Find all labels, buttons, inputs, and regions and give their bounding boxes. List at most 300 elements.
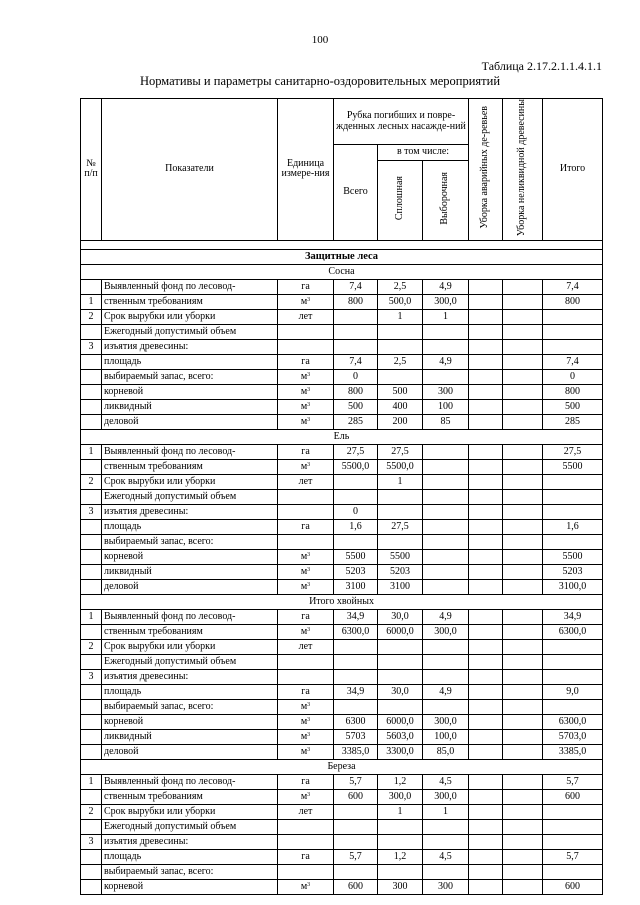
row-num: 3 (81, 834, 102, 849)
value-total (543, 699, 603, 714)
row-num: 2 (81, 804, 102, 819)
value-emergency (469, 474, 503, 489)
row-num (81, 699, 102, 714)
value-selective (423, 534, 469, 549)
row-num (81, 354, 102, 369)
value-all: 34,9 (334, 684, 378, 699)
value-all: 1,6 (334, 519, 378, 534)
unit-superscript: 3 (307, 581, 311, 588)
table-row (81, 564, 603, 579)
value-total: 27,5 (543, 444, 603, 459)
row-num: 1 (81, 774, 102, 789)
row-label: Срок вырубки или уборки (102, 309, 278, 324)
value-total: 285 (543, 414, 603, 429)
value-clear: 27,5 (378, 444, 423, 459)
row-label: площадь (102, 354, 278, 369)
value-selective (423, 669, 469, 684)
header-num: № п/п (81, 99, 102, 241)
row-num (81, 789, 102, 804)
value-illiquid (503, 279, 543, 294)
value-illiquid (503, 444, 543, 459)
row-label: выбираемый запас, всего: (102, 534, 278, 549)
value-emergency (469, 519, 503, 534)
value-emergency (469, 279, 503, 294)
value-total: 0 (543, 369, 603, 384)
row-num (81, 729, 102, 744)
value-illiquid (503, 669, 543, 684)
value-total: 6300,0 (543, 714, 603, 729)
value-clear: 400 (378, 399, 423, 414)
unit-superscript: 3 (307, 881, 311, 888)
value-selective: 300 (423, 879, 469, 894)
value-emergency (469, 399, 503, 414)
row-num: 1 (81, 294, 102, 309)
value-emergency (469, 699, 503, 714)
value-illiquid (503, 714, 543, 729)
value-selective: 1 (423, 804, 469, 819)
table-row (81, 309, 603, 324)
table-row (81, 384, 603, 399)
value-clear (378, 639, 423, 654)
row-label: Срок вырубки или уборки (102, 804, 278, 819)
unit-superscript: 3 (307, 551, 311, 558)
value-selective (423, 474, 469, 489)
value-selective (423, 834, 469, 849)
value-selective (423, 579, 469, 594)
value-clear (378, 534, 423, 549)
unit-superscript: 3 (307, 746, 311, 753)
value-emergency (469, 609, 503, 624)
group-header-row (81, 429, 603, 444)
value-emergency (469, 564, 503, 579)
value-emergency (469, 504, 503, 519)
header-including: в том числе: (378, 145, 469, 161)
row-num: 2 (81, 309, 102, 324)
row-label: Выявленный фонд по лесовод- (102, 609, 278, 624)
value-emergency (469, 684, 503, 699)
row-num (81, 654, 102, 669)
value-emergency (469, 834, 503, 849)
value-selective: 100 (423, 399, 469, 414)
unit-superscript: 3 (307, 701, 311, 708)
value-total: 7,4 (543, 279, 603, 294)
table-title: Нормативы и параметры санитарно-оздоровительных мероприятий (139, 74, 501, 88)
value-selective (423, 324, 469, 339)
value-all: 5,7 (334, 774, 378, 789)
row-label: ликвидный (102, 564, 278, 579)
value-all: 0 (334, 369, 378, 384)
value-illiquid (503, 804, 543, 819)
value-clear (378, 324, 423, 339)
value-selective: 300,0 (423, 294, 469, 309)
value-selective (423, 444, 469, 459)
value-total (543, 339, 603, 354)
value-clear: 500,0 (378, 294, 423, 309)
table-row (81, 729, 603, 744)
value-selective: 4,9 (423, 684, 469, 699)
value-illiquid (503, 549, 543, 564)
table-row (81, 369, 603, 384)
row-label: ликвидный (102, 729, 278, 744)
value-selective (423, 639, 469, 654)
value-emergency (469, 654, 503, 669)
header-selective: Выборочная (439, 172, 451, 225)
header-emergency: Уборка аварийных де-ревьев (479, 106, 491, 229)
value-total (543, 504, 603, 519)
value-all (334, 489, 378, 504)
value-total: 5,7 (543, 774, 603, 789)
row-label: корневой (102, 384, 278, 399)
unit-superscript: 3 (307, 371, 311, 378)
value-emergency (469, 804, 503, 819)
value-illiquid (503, 849, 543, 864)
value-total (543, 324, 603, 339)
value-all: 285 (334, 414, 378, 429)
value-selective: 300,0 (423, 624, 469, 639)
row-label: Выявленный фонд по лесовод- (102, 774, 278, 789)
header-unit: Единица измере-ния (278, 99, 334, 241)
value-all (334, 669, 378, 684)
value-total: 5,7 (543, 849, 603, 864)
value-illiquid (503, 609, 543, 624)
row-unit (278, 654, 334, 669)
value-all (334, 339, 378, 354)
value-all: 6300 (334, 714, 378, 729)
row-unit (278, 504, 334, 519)
value-clear (378, 489, 423, 504)
row-label: Ежегодный допустимый объем (102, 819, 278, 834)
row-num (81, 579, 102, 594)
row-label: Ежегодный допустимый объем (102, 654, 278, 669)
value-selective: 4,5 (423, 849, 469, 864)
value-total: 1,6 (543, 519, 603, 534)
value-all (334, 864, 378, 879)
value-clear (378, 654, 423, 669)
row-unit: га (278, 684, 334, 699)
value-clear: 5603,0 (378, 729, 423, 744)
row-label: Ежегодный допустимый объем (102, 324, 278, 339)
value-emergency (469, 459, 503, 474)
row-num (81, 324, 102, 339)
value-selective: 4,9 (423, 609, 469, 624)
row-num (81, 819, 102, 834)
value-illiquid (503, 624, 543, 639)
row-unit: га (278, 279, 334, 294)
header-total: Итого (543, 99, 603, 241)
table-row (81, 804, 603, 819)
row-unit (278, 669, 334, 684)
value-illiquid (503, 354, 543, 369)
value-all: 7,4 (334, 354, 378, 369)
value-clear: 1 (378, 474, 423, 489)
table-row (81, 699, 603, 714)
spacer-cell (81, 240, 603, 249)
value-total: 5703,0 (543, 729, 603, 744)
row-unit: $м^3$ (278, 714, 334, 729)
value-clear: 5203 (378, 564, 423, 579)
group-header-row (81, 264, 603, 279)
value-all: 5,7 (334, 849, 378, 864)
value-illiquid (503, 654, 543, 669)
row-unit (278, 489, 334, 504)
value-selective: 100,0 (423, 729, 469, 744)
row-label: Срок вырубки или уборки (102, 474, 278, 489)
value-all: 3385,0 (334, 744, 378, 759)
table-row (81, 879, 603, 894)
row-unit: $м^3$ (278, 294, 334, 309)
value-all (334, 699, 378, 714)
value-total: 600 (543, 789, 603, 804)
unit-superscript: 3 (307, 461, 311, 468)
value-clear: 5500,0 (378, 459, 423, 474)
value-total: 3100,0 (543, 579, 603, 594)
value-emergency (469, 309, 503, 324)
value-selective: 300,0 (423, 789, 469, 804)
table-row (81, 294, 603, 309)
header-emergency-cell (469, 99, 503, 241)
row-num (81, 624, 102, 639)
table-row (81, 459, 603, 474)
spacer-row (81, 240, 603, 249)
row-num (81, 684, 102, 699)
row-label: ственным требованиям (102, 789, 278, 804)
value-emergency (469, 774, 503, 789)
value-all (334, 654, 378, 669)
row-label: выбираемый запас, всего: (102, 369, 278, 384)
value-emergency (469, 549, 503, 564)
value-total (543, 819, 603, 834)
table-row (81, 849, 603, 864)
value-total: 5500 (543, 549, 603, 564)
value-total: 5500 (543, 459, 603, 474)
value-clear: 300,0 (378, 789, 423, 804)
value-illiquid (503, 684, 543, 699)
value-clear: 2,5 (378, 279, 423, 294)
unit-superscript: 3 (307, 626, 311, 633)
section-row (81, 249, 603, 264)
header-illiquid: Уборка неликвидной древесины (516, 99, 528, 237)
value-illiquid (503, 579, 543, 594)
value-total (543, 534, 603, 549)
row-unit: $м^3$ (278, 459, 334, 474)
value-illiquid (503, 489, 543, 504)
table-row (81, 504, 603, 519)
unit-superscript: 3 (307, 386, 311, 393)
value-illiquid (503, 399, 543, 414)
row-num (81, 414, 102, 429)
value-emergency (469, 819, 503, 834)
row-unit: га (278, 774, 334, 789)
row-label: деловой (102, 414, 278, 429)
value-selective (423, 339, 469, 354)
value-selective: 300 (423, 384, 469, 399)
group-name: Ель (81, 429, 603, 444)
row-label: ственным требованиям (102, 624, 278, 639)
value-emergency (469, 384, 503, 399)
value-illiquid (503, 369, 543, 384)
value-clear: 2,5 (378, 354, 423, 369)
value-total (543, 474, 603, 489)
value-total: 600 (543, 879, 603, 894)
table-row (81, 864, 603, 879)
value-all (334, 639, 378, 654)
value-all: 500 (334, 399, 378, 414)
value-total: 7,4 (543, 354, 603, 369)
page-number: 100 (311, 34, 329, 46)
row-unit: $м^3$ (278, 789, 334, 804)
value-selective: 4,5 (423, 774, 469, 789)
value-selective (423, 654, 469, 669)
value-emergency (469, 369, 503, 384)
value-all: 5203 (334, 564, 378, 579)
table-body (81, 240, 603, 894)
value-clear (378, 339, 423, 354)
row-label: изъятия древесины: (102, 504, 278, 519)
table-row (81, 669, 603, 684)
row-label: Срок вырубки или уборки (102, 639, 278, 654)
row-label: площадь (102, 519, 278, 534)
value-selective: 85 (423, 414, 469, 429)
row-label: ликвидный (102, 399, 278, 414)
row-label: ственным требованиям (102, 459, 278, 474)
unit-superscript: 3 (307, 791, 311, 798)
header-clear-cell (378, 160, 423, 240)
table-row (81, 444, 603, 459)
table-row (81, 684, 603, 699)
row-num (81, 564, 102, 579)
value-emergency (469, 324, 503, 339)
value-selective (423, 564, 469, 579)
value-illiquid (503, 534, 543, 549)
value-illiquid (503, 789, 543, 804)
table-row (81, 609, 603, 624)
row-unit: лет (278, 639, 334, 654)
value-all: 800 (334, 384, 378, 399)
row-num (81, 549, 102, 564)
row-label: изъятия древесины: (102, 339, 278, 354)
row-unit: $м^3$ (278, 879, 334, 894)
group-header-row (81, 759, 603, 774)
value-illiquid (503, 639, 543, 654)
value-total: 500 (543, 399, 603, 414)
row-unit: $м^3$ (278, 564, 334, 579)
row-num: 3 (81, 504, 102, 519)
row-unit: лет (278, 804, 334, 819)
table-row (81, 834, 603, 849)
unit-superscript: 3 (307, 401, 311, 408)
value-all (334, 834, 378, 849)
table-row (81, 324, 603, 339)
row-num (81, 744, 102, 759)
value-clear (378, 864, 423, 879)
value-clear: 6000,0 (378, 624, 423, 639)
row-num (81, 879, 102, 894)
row-unit: га (278, 519, 334, 534)
value-clear (378, 504, 423, 519)
table-row (81, 624, 603, 639)
value-illiquid (503, 324, 543, 339)
value-total (543, 669, 603, 684)
table-row (81, 399, 603, 414)
value-illiquid (503, 339, 543, 354)
value-clear: 3100 (378, 579, 423, 594)
row-label: корневой (102, 549, 278, 564)
value-illiquid (503, 699, 543, 714)
value-illiquid (503, 294, 543, 309)
row-num (81, 849, 102, 864)
row-num (81, 489, 102, 504)
value-all (334, 819, 378, 834)
value-emergency (469, 579, 503, 594)
value-illiquid (503, 564, 543, 579)
value-total: 800 (543, 294, 603, 309)
row-unit: $м^3$ (278, 399, 334, 414)
value-illiquid (503, 414, 543, 429)
value-selective (423, 369, 469, 384)
value-all (334, 309, 378, 324)
value-all: 34,9 (334, 609, 378, 624)
value-selective (423, 864, 469, 879)
value-selective: 1 (423, 309, 469, 324)
row-unit: $м^3$ (278, 414, 334, 429)
group-name: Береза (81, 759, 603, 774)
value-illiquid (503, 879, 543, 894)
value-emergency (469, 864, 503, 879)
table-row (81, 414, 603, 429)
row-label: Выявленный фонд по лесовод- (102, 444, 278, 459)
row-unit: га (278, 849, 334, 864)
table-label: Таблица 2.17.2.1.1.4.1.1 (481, 59, 602, 73)
header-indicator: Показатели (102, 99, 278, 241)
value-clear (378, 834, 423, 849)
value-all: 7,4 (334, 279, 378, 294)
value-clear (378, 669, 423, 684)
value-selective: 4,9 (423, 354, 469, 369)
value-illiquid (503, 504, 543, 519)
header-illiquid-cell (503, 99, 543, 241)
value-emergency (469, 729, 503, 744)
unit-superscript: 3 (307, 716, 311, 723)
value-clear: 500 (378, 384, 423, 399)
table-row (81, 639, 603, 654)
table-row (81, 519, 603, 534)
value-illiquid (503, 864, 543, 879)
value-total: 9,0 (543, 684, 603, 699)
row-label: изъятия древесины: (102, 834, 278, 849)
value-emergency (469, 294, 503, 309)
row-unit: $м^3$ (278, 549, 334, 564)
row-num (81, 369, 102, 384)
value-total (543, 834, 603, 849)
value-all: 5500,0 (334, 459, 378, 474)
value-selective (423, 459, 469, 474)
row-unit: $м^3$ (278, 579, 334, 594)
row-unit: $м^3$ (278, 369, 334, 384)
row-label: деловой (102, 579, 278, 594)
value-selective (423, 819, 469, 834)
value-emergency (469, 354, 503, 369)
table-row (81, 489, 603, 504)
table-row (81, 819, 603, 834)
value-selective (423, 699, 469, 714)
value-total (543, 864, 603, 879)
value-total (543, 309, 603, 324)
value-illiquid (503, 774, 543, 789)
row-label: площадь (102, 684, 278, 699)
value-selective: 300,0 (423, 714, 469, 729)
value-clear (378, 699, 423, 714)
value-emergency (469, 489, 503, 504)
